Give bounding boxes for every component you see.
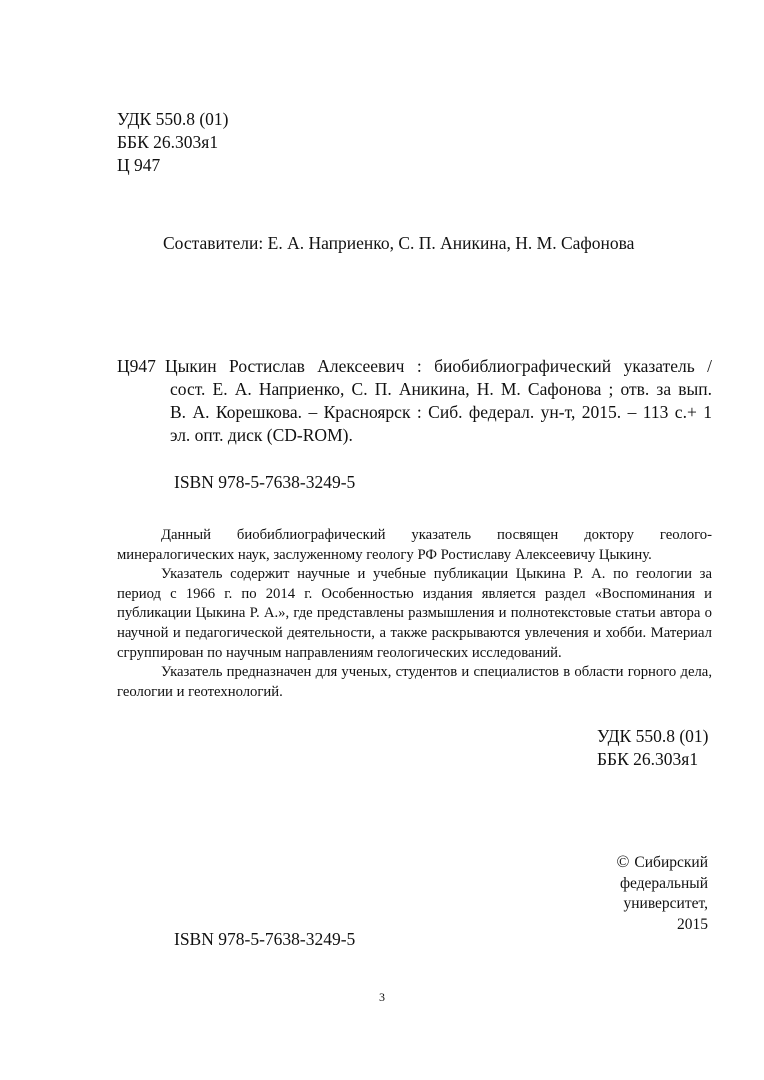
isbn-top: ISBN 978-5-7638-3249-5: [174, 472, 356, 492]
annotation: [117, 526, 712, 702]
author-sign: Ц 947: [117, 155, 161, 175]
page-number: 3: [379, 990, 385, 1004]
bbk-code: ББК 26.303я1: [117, 132, 219, 152]
bbk-code-bottom: ББК 26.303я1: [597, 749, 699, 769]
record-code: Ц947: [117, 356, 156, 376]
record-line-1: Цыкин Ростислав Алексеевич : биобиблиографический указатель /: [165, 356, 712, 376]
copyright-notice: [617, 852, 709, 935]
copyright-year: 2015: [677, 915, 708, 933]
annotation-paragraph-3: Указатель предназначен для ученых, студентов и специалистов в области горного дела, геологии и геотехнологий.: [117, 664, 712, 700]
record-line-3: В. А. Корешкова. – Красноярск : Сиб. федерал. ун-т, 2015. – 113 с.+ 1: [170, 402, 712, 422]
annotation-paragraph-1: Данный биобиблиографический указатель посвящен доктору геолого-минералогических наук, заслуженному геологу РФ Ростиславу Алексеевичу Цыкину.: [117, 527, 712, 563]
udk-code-bottom: УДК 550.8 (01): [597, 726, 709, 746]
top-classification: [117, 108, 229, 177]
copyright-line-1: Сибирский: [634, 854, 708, 871]
copyright-line-2: федеральный: [619, 874, 708, 892]
copyright-line-3: университет,: [623, 895, 708, 912]
copyright-symbol: ©: [616, 852, 630, 871]
compilers-line: Составители: Е. А. Наприенко, С. П. Аникина, Н. М. Сафонова: [163, 233, 635, 253]
isbn-bottom: ISBN 978-5-7638-3249-5: [174, 929, 356, 949]
record-line-4: эл. опт. диск (CD-ROM).: [170, 425, 353, 445]
bibliographic-record: [117, 355, 712, 447]
bottom-classification: [597, 725, 709, 771]
record-line-2: сост. Е. А. Наприенко, С. П. Аникина, Н. М. Сафонова ; отв. за вып.: [170, 379, 712, 399]
udk-code: УДК 550.8 (01): [117, 109, 229, 129]
annotation-paragraph-2: Указатель содержит научные и учебные публикации Цыкина Р. А. по геологии за период с 1966 г. по 2014 г. Особенностью издания является раздел «Воспоминания и публикации Цыкина Р. А.», где представлены размышления и полнотекстовые статьи автора о научной и педагогической деятельности, а также раскрываются увлечения и хобби. Материал сгруппирован по научным направлениям геологических исследований.: [117, 566, 712, 661]
